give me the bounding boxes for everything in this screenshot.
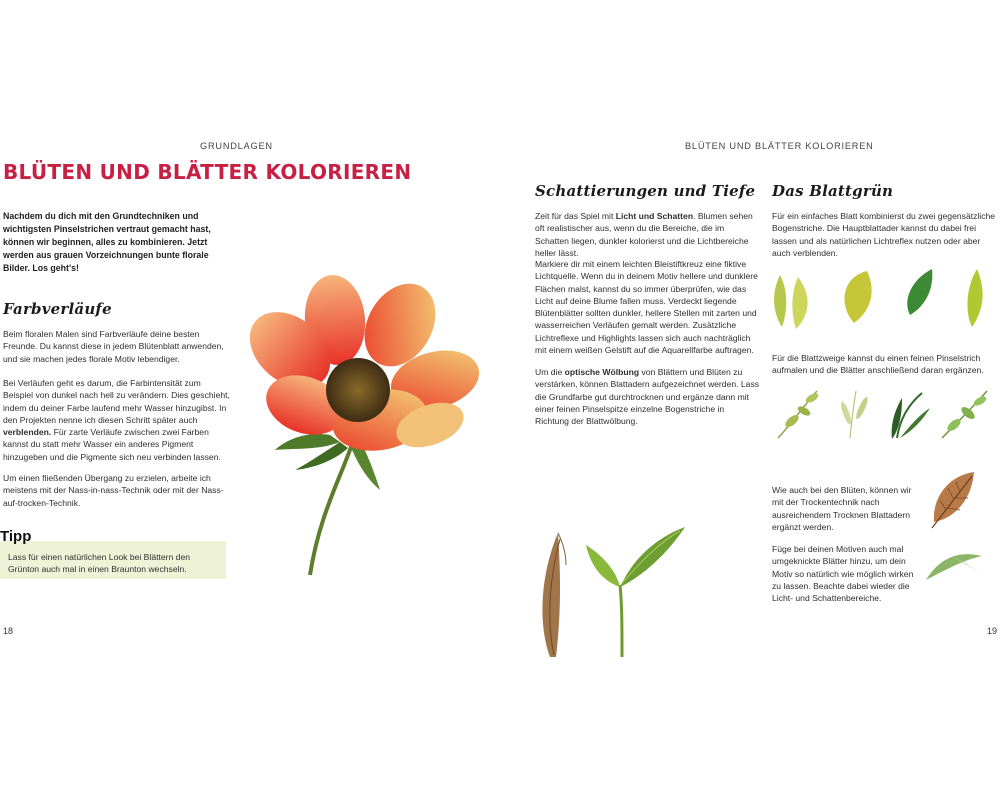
blattgruen-paragraph-3: Wie auch bei den Blüten, können wir mit der Trockentechnik nach ausreichendem Trocknen Blattadern ergänzt werden.: [772, 485, 912, 532]
right-page: [500, 0, 1000, 800]
farbverlaeufe-paragraph-2: Bei Verläufen geht es darum, die Farbintensität zum Beispiel von dunkel nach hell zu verändern. Dies geschieht, indem du deiner Farbe laufend mehr Wasser hinzugibst. In den Projekten nenne ich diesen Schritt später auch verblenden. Für zarte Verläufe zwischen zwei Farben kannst du statt mehr Wasser ein anderes Pigment hinzugeben und die Pigmente sich neu verbinden lassen.: [3, 378, 230, 462]
page-title: BLÜTEN UND BLÄTTER KOLORIEREN: [3, 160, 412, 184]
leaf-lime: [967, 269, 982, 327]
blattgruen-paragraph-4: Füge bei deinen Motiven auch mal umgeknickte Blätter hinzu, um dein Motiv so natürlich wie möglich wirken zu lassen. Beachte dabei wieder die Licht- und Schattenbereiche.: [772, 544, 914, 604]
section-heading-blattgruen: Das Blattgrün: [772, 182, 894, 200]
flower-center: [326, 358, 390, 422]
leaf-green-dark: [907, 269, 932, 315]
tip-label: Tipp: [0, 528, 32, 545]
section-heading-farbverlaeufe: Farbverläufe: [3, 300, 112, 318]
page-number-right: 19: [987, 626, 998, 636]
leaf-sprigs-illustration: [772, 383, 997, 443]
leaf-yellow: [844, 271, 871, 323]
page-number-left: 18: [3, 626, 14, 636]
intro-paragraph: Nachdem du dich mit den Grundtechniken und wichtigsten Pinselstrichen vertraut gemacht hast, können wir beginnen, alles zu kombinieren. Jetzt werden aus grauen Vorzeichnungen bunte florale Bilder. Los geht's!: [3, 211, 211, 273]
blattgruen-paragraph-1: Für ein einfaches Blatt kombinierst du zwei gegensätzliche Bogenstriche. Die Hauptblattader kannst du dabei frei lassen und als natürlichen Lichtreflex nutzen oder aber auch verblenden.: [772, 211, 996, 258]
folded-leaf-illustration: [924, 548, 984, 583]
watercolor-flower-illustration: [250, 270, 480, 580]
tip-text: Lass für einen natürlichen Look bei Blättern den Grünton auch mal in einen Braunton wechseln.: [8, 552, 191, 575]
leaf-split-light: [774, 275, 786, 327]
leaf-split-light-b: [792, 277, 807, 329]
flower-sepal-left: [275, 434, 340, 450]
farbverlaeufe-paragraph-1: Beim floralen Malen sind Farbverläufe deine besten Freunde. Du kannst diese in jedem Blütenblatt anwenden, und sie machen jedes florale Motiv lebendiger.: [3, 329, 224, 364]
section-heading-schattierungen: Schattierungen und Tiefe: [535, 182, 756, 200]
schattierungen-paragraph-1: Zeit für das Spiel mit Licht und Schatten. Blumen sehen oft realistischer aus, wenn du die Bereiche, die im Schatten liegen, dunkler kolorierst und die Lichtbereiche heller lässt.: [535, 211, 753, 258]
single-leaves-illustration: [772, 265, 997, 335]
running-header-right: BLÜTEN UND BLÄTTER KOLORIEREN: [685, 141, 874, 151]
schattierungen-paragraph-2: Markiere dir mit einem leichten Bleistiftkreuz eine fiktive Lichtquelle. Wenn du in deinem Motiv hellere und dunklere Flächen malst, kannst du so immer überprüfen, wie das Licht auf deine Blume fallen muss. Verdeckt liegende Blütenblätter sollten dunkler, hellere Stellen mit zarten und wasserreichen Verläufen gemalt werden. Zusätzliche Lichtreflexe und Highlights lassen sich auch nachträglich mit einem weißen Gelstift auf die Aquarellfarbe auftragen.: [535, 259, 758, 356]
running-header-left: GRUNDLAGEN: [200, 141, 273, 151]
schattierungen-paragraph-3: Um die optische Wölbung von Blättern und Blüten zu verstärken, können Blattadern aufgezeichnet werden. Lass die Grundfarbe gut durchtrocknen und ergänze dann mit einer feinen Pinselspitze einzelne Bogenstriche in Richtung der Blattwölbung.: [535, 367, 760, 427]
dried-leaf-and-sprout-illustration: [530, 525, 690, 660]
farbverlaeufe-paragraph-3: Um einen fließenden Übergang zu erzielen, arbeite ich meistens mit der Nass-in-nass-Technik oder mit der Nass-auf-trocken-Technik.: [3, 473, 224, 508]
blattgruen-paragraph-2: Für die Blattzweige kannst du einen feinen Pinselstrich aufmalen und die Blätter anschließend daran ergänzen.: [772, 353, 984, 376]
brown-leaf-illustration: [926, 470, 978, 530]
